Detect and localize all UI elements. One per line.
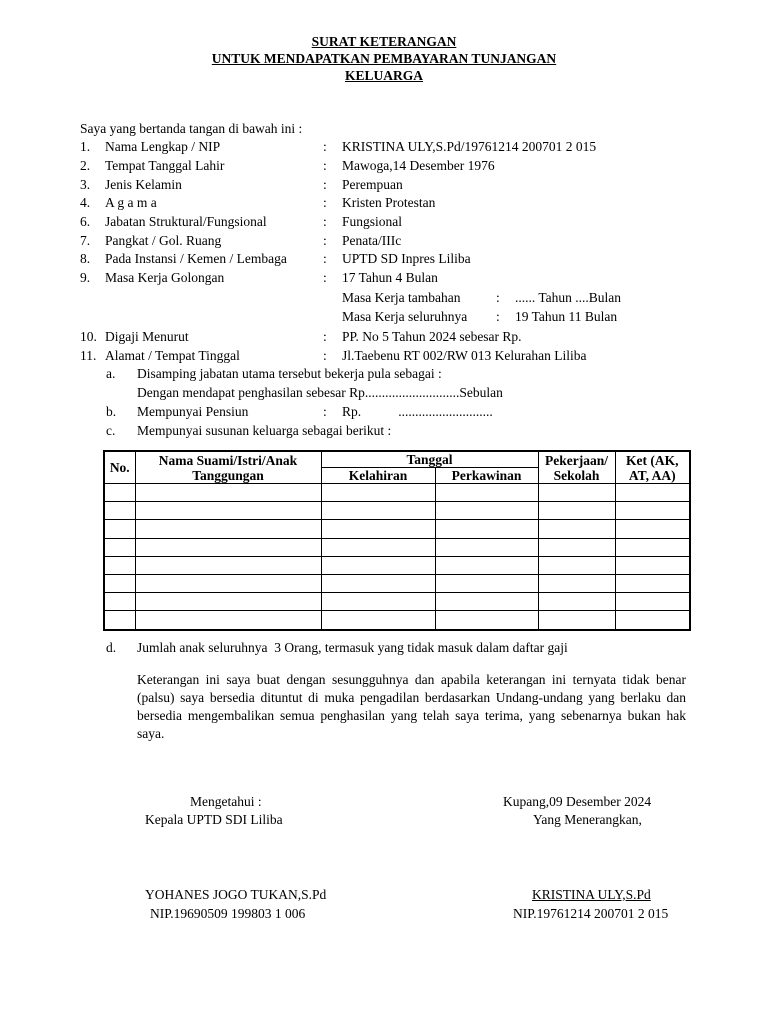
sub-d-letter: d.	[106, 640, 117, 655]
field-3-label: Jenis Kelamin	[105, 177, 182, 192]
table-row	[104, 593, 690, 611]
field-11-num: 11.	[80, 348, 97, 363]
document-subtitle: UNTUK MENDAPATKAN PEMBAYARAN TUNJANGAN	[211, 51, 557, 66]
field-6-label: Jabatan Struktural/Fungsional	[105, 214, 267, 229]
field-10-label: Digaji Menurut	[105, 329, 189, 344]
field-1-value: KRISTINA ULY,S.Pd/19761214 200701 2 015	[342, 139, 597, 154]
sub-b-label: Mempunyai Pensiun	[137, 404, 249, 419]
table-row	[104, 484, 690, 502]
field-9-label: Masa Kerja Golongan	[105, 270, 225, 285]
field-10-num: 10.	[80, 329, 97, 344]
field-7-label: Pangkat / Gol. Ruang	[105, 233, 222, 248]
field-3-sep: :	[323, 177, 327, 192]
field-2-sep: :	[323, 158, 327, 173]
field-8-num: 8.	[80, 251, 91, 266]
field-2-value: Mawoga,14 Desember 1976	[342, 158, 495, 173]
sign-right-name: KRISTINA ULY,S.Pd	[532, 887, 651, 902]
field-2-label: Tempat Tanggal Lahir	[105, 158, 225, 173]
sub-a-letter: a.	[106, 366, 116, 381]
sign-left-position: Kepala UPTD SDI Liliba	[145, 812, 283, 827]
family-table	[103, 450, 691, 631]
field-7-value: Penata/IIIc	[342, 233, 402, 248]
sub-c-text: Mempunyai susunan keluarga sebagai berikut :	[137, 423, 392, 438]
field-11-sep: :	[323, 348, 327, 363]
field-9-value: 17 Tahun 4 Bulan	[342, 270, 438, 285]
field-4-num: 4.	[80, 195, 91, 210]
intro-text: Saya yang bertanda tangan di bawah ini :	[80, 121, 303, 136]
field-7-sep: :	[323, 233, 327, 248]
masa-kerja-tambahan-value: ...... Tahun ....Bulan	[515, 290, 622, 305]
masa-kerja-seluruhnya-sep: :	[496, 309, 500, 324]
col-no: No.	[104, 451, 135, 484]
sign-left-name: YOHANES JOGO TUKAN,S.Pd	[145, 887, 327, 902]
sub-b-sep: :	[323, 404, 327, 419]
sign-right-date: Kupang,09 Desember 2024	[503, 794, 652, 809]
field-10-value: PP. No 5 Tahun 2024 sebesar Rp.	[342, 329, 522, 344]
col-tanggal: Tanggal	[321, 451, 538, 468]
table-row	[104, 556, 690, 574]
sign-right-nip: NIP.19761214 200701 2 015	[513, 906, 669, 921]
field-1-num: 1.	[80, 139, 91, 154]
col-pekerjaan: Pekerjaan/ Sekolah	[538, 451, 615, 484]
field-8-sep: :	[323, 251, 327, 266]
field-1-sep: :	[323, 139, 327, 154]
masa-kerja-tambahan-label: Masa Kerja tambahan	[342, 290, 461, 305]
field-1-label: Nama Lengkap / NIP	[105, 139, 221, 154]
field-11-value: Jl.Taebenu RT 002/RW 013 Kelurahan Liliba	[342, 348, 587, 363]
masa-kerja-seluruhnya-value: 19 Tahun 11 Bulan	[515, 309, 618, 324]
field-3-num: 3.	[80, 177, 91, 192]
sub-d-text: Jumlah anak seluruhnya 3 Orang, termasuk yang tidak masuk dalam daftar gaji	[137, 640, 568, 655]
sub-a-income: Dengan mendapat penghasilan sebesar Rp............................Sebulan	[137, 385, 503, 400]
field-4-sep: :	[323, 195, 327, 210]
sub-b-value: Rp. ............................	[342, 404, 493, 419]
table-row	[104, 502, 690, 520]
field-6-sep: :	[323, 214, 327, 229]
field-10-sep: :	[323, 329, 327, 344]
col-ket: Ket (AK, AT, AA)	[615, 451, 690, 484]
table-row	[104, 520, 690, 538]
sign-left-nip: NIP.19690509 199803 1 006	[150, 906, 306, 921]
sign-left-known: Mengetahui :	[190, 794, 262, 809]
document-title: SURAT KETERANGAN	[311, 34, 457, 49]
masa-kerja-seluruhnya-label: Masa Kerja seluruhnya	[342, 309, 468, 324]
field-6-value: Fungsional	[342, 214, 403, 229]
table-row	[104, 538, 690, 556]
field-7-num: 7.	[80, 233, 91, 248]
document-subtitle-2: KELUARGA	[344, 68, 423, 83]
statement-paragraph: Keterangan ini saya buat dengan sesungguhnya dan apabila keterangan ini ternyata tidak benar (palsu) saya bersedia dituntut di muka pengadilan berdasarkan Undang-undang yang berlaku dan bersedia mengembalikan semua penghasilan yang telah saya terima, yang sebenarnya bukan hak saya.	[137, 672, 686, 741]
field-9-num: 9.	[80, 270, 91, 285]
field-8-value: UPTD SD Inpres Liliba	[342, 251, 471, 266]
field-8-label: Pada Instansi / Kemen / Lembaga	[105, 251, 287, 266]
field-4-label: A g a m a	[105, 195, 157, 210]
sub-b-letter: b.	[106, 404, 117, 419]
field-6-num: 6.	[80, 214, 91, 229]
table-row	[104, 574, 690, 592]
sign-right-role: Yang Menerangkan,	[533, 812, 642, 827]
table-row	[104, 611, 690, 630]
field-9-sep: :	[323, 270, 327, 285]
col-kelahiran: Kelahiran	[321, 468, 435, 484]
col-nama: Nama Suami/Istri/Anak Tanggungan	[135, 451, 321, 484]
field-2-num: 2.	[80, 158, 91, 173]
col-perkawinan: Perkawinan	[435, 468, 538, 484]
masa-kerja-tambahan-sep: :	[496, 290, 500, 305]
sub-a-text: Disamping jabatan utama tersebut bekerja pula sebagai :	[137, 366, 442, 381]
field-4-value: Kristen Protestan	[342, 195, 436, 210]
field-11-label: Alamat / Tempat Tinggal	[105, 348, 240, 363]
field-3-value: Perempuan	[342, 177, 403, 192]
sub-c-letter: c.	[106, 423, 116, 438]
table-header-row	[104, 451, 690, 468]
